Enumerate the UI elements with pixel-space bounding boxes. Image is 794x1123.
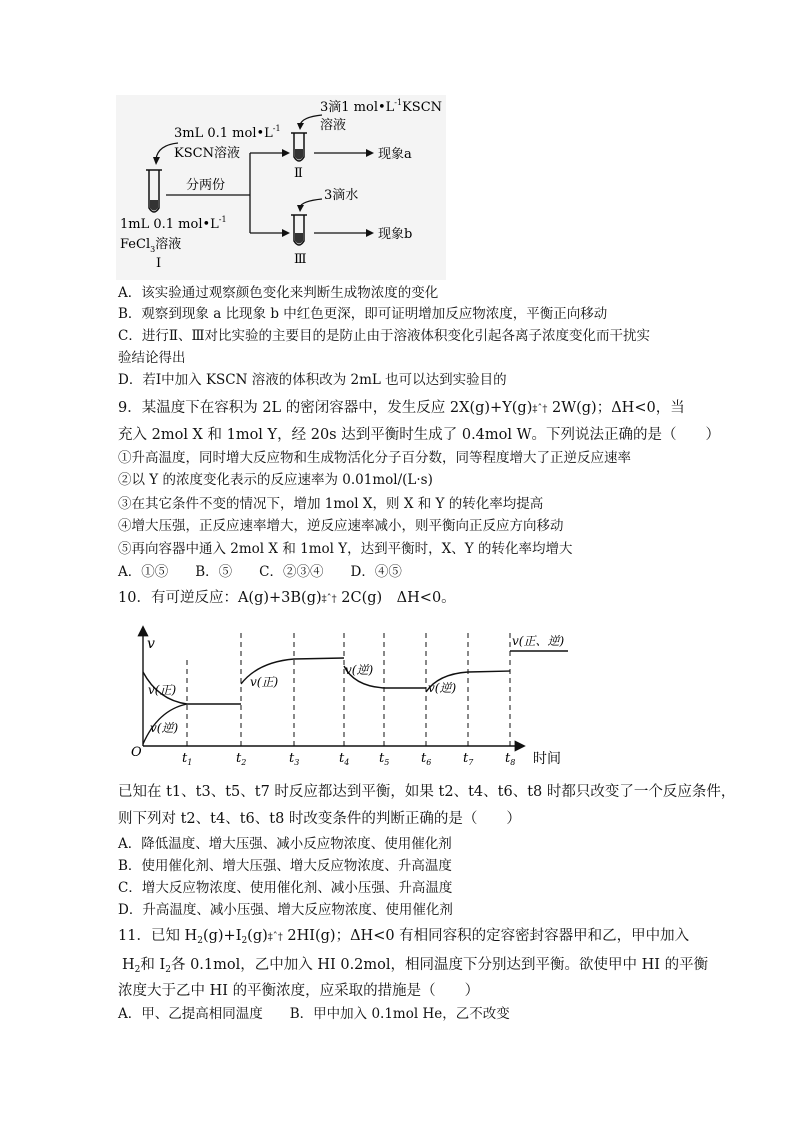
label-forward-2: v(正) [250, 675, 279, 689]
x-tick-label: $t_3$ [289, 751, 300, 767]
q8-option-a: A．该实验通过观察颜色变化来判断生成物浓度的变化 [118, 285, 439, 301]
q10-stem: 10．有可逆反应：A(g)+3B(g)‡ˆ† 2C(g) ΔH<0。 [118, 590, 456, 606]
tube-1-numeral: Ⅰ [156, 256, 162, 271]
x-tick-label: $t_2$ [236, 751, 247, 767]
q9-choices: A．①⑤ B．⑤ C．②③④ D．④⑤ [118, 564, 402, 580]
q11-stem-line2: $H_2$和 $I_2$各 0.1mol，乙中加入 HI 0.2mol，相同温度下分别达到平衡。欲使甲中 HI 的平衡 [122, 957, 709, 975]
add-label: KSCN溶液 [174, 146, 240, 161]
q10-option-b: B．使用催化剂、增大压强、增大反应物浓度、升高温度 [118, 858, 452, 874]
label-reverse-1: v(逆) [150, 721, 179, 735]
origin-label: O [131, 745, 142, 760]
x-tick-label: $t_5$ [379, 751, 390, 767]
equilibrium-arrow-icon: ‡ˆ† [532, 404, 548, 415]
split-label: 分两份 [186, 178, 226, 193]
experiment-diagram [116, 95, 446, 280]
y-axis-label: v [147, 636, 155, 652]
svg-text:3滴1 mol•L-1KSCN: 3滴1 $mol•L^{-1}KSCN$ [320, 98, 443, 115]
x-tick-label: $t_1$ [182, 751, 193, 767]
label-reverse-3: v(逆) [345, 663, 374, 677]
x-tick-label: $t_8$ [505, 751, 516, 767]
tube-3-numeral: Ⅲ [294, 252, 307, 267]
q9-stem-line1: 9．某温度下在容积为 2L 的密闭容器中，发生反应 2X(g)+Y(g)‡ˆ† 2W(g)；ΔH<0，当 [118, 400, 685, 416]
q9-item-3: ③在其它条件不变的情况下，增加 1mol X，则 X 和 Y 的转化率均提高 [118, 496, 544, 512]
svg-text:1mL 0.1 mol•L-1: 1mL 0.1 $mol•L^{-1}$ [120, 215, 227, 232]
q9-item-2: ②以 Y 的浓度变化表示的反应速率为 0.01mol/(L·s) [118, 472, 433, 488]
result-b: 现象b [378, 227, 413, 242]
tube-2-add-label: 溶液 [320, 118, 347, 133]
x-axis-label: 时间 [533, 751, 561, 767]
q11-stem-line3: 浓度大于乙中 HI 的平衡浓度，应采取的措施是（ ） [118, 983, 480, 999]
q11-options: A．甲、乙提高相同温度 B．甲中加入 0.1mol He，乙不改变 [118, 1006, 510, 1022]
x-tick-label: $t_6$ [421, 751, 432, 767]
q8-option-c: C．进行Ⅱ、Ⅲ对比实验的主要目的是防止由于溶液体积变化引起各离子浓度变化而干扰实 [118, 328, 651, 344]
q10-option-d: D．升高温度、减小压强、增大反应物浓度、使用催化剂 [118, 902, 453, 918]
rate-time-chart [128, 622, 588, 772]
q8-option-c-cont: 验结论得出 [118, 350, 186, 366]
x-tick-label: $t_4$ [339, 751, 350, 767]
result-a: 现象a [378, 147, 412, 162]
svg-text:3mL 0.1 mol•L-1: 3mL 0.1 $mol•L^{-1}$ [174, 124, 281, 141]
x-tick-label: $t_7$ [463, 751, 474, 767]
q9-item-1: ①升高温度，同时增大反应物和生成物活化分子百分数，同等程度增大了正逆反应速率 [118, 450, 631, 466]
q10-text-line2: 则下列对 t2、t4、t6、t8 时改变条件的判断正确的是（ ） [118, 811, 521, 827]
q9-stem-line2: 充入 2mol X 和 1mol Y，经 20s 达到平衡时生成了 0.4mol W。下列说法正确的是（ ） [118, 427, 721, 443]
equilibrium-arrow-icon: ‡ˆ† [321, 594, 337, 605]
label-forward-1: v(正) [148, 683, 177, 697]
time-markers [187, 632, 510, 746]
tube-3-add-label: 3滴水 [324, 188, 359, 203]
equilibrium-arrow-icon: ‡ˆ† [267, 932, 283, 943]
tube-2-numeral: Ⅱ [294, 166, 303, 181]
q10-text-line1: 已知在 t1、t3、t5、t7 时反应都达到平衡，如果 t2、t4、t6、t8 时都只改变了一个反应条件， [118, 784, 736, 800]
svg-text:FeCl3溶液: FeCl$_3$溶液 [120, 237, 182, 254]
q9-item-4: ④增大压强，正反应速率增大，逆反应速率减小，则平衡向正反应方向移动 [118, 518, 564, 534]
q11-stem-line1: 11．已知 $H_2(g)+I_2(g)\ddagger ˆ\dagger$ 2HI(g)；ΔH<0 有相同容积的定容密封容器甲和乙，甲中加入 [118, 928, 690, 946]
q9-item-5: ⑤再向容器中通入 2mol X 和 1mol Y，达到平衡时，X、Y 的转化率均增大 [118, 541, 573, 557]
label-both-5: v(正、逆) [512, 634, 565, 648]
q8-option-b: B．观察到现象 a 比现象 b 中红色更深，即可证明增加反应物浓度，平衡正向移动 [118, 306, 608, 322]
q8-option-d: D．若Ⅰ中加入 KSCN 溶液的体积改为 2mL 也可以达到实验目的 [118, 372, 507, 388]
label-reverse-4: v(逆) [428, 681, 457, 695]
q10-option-a: A．降低温度、增大压强、减小反应物浓度、使用催化剂 [118, 836, 452, 852]
q10-option-c: C．增大反应物浓度、使用催化剂、减小压强、升高温度 [118, 880, 453, 896]
